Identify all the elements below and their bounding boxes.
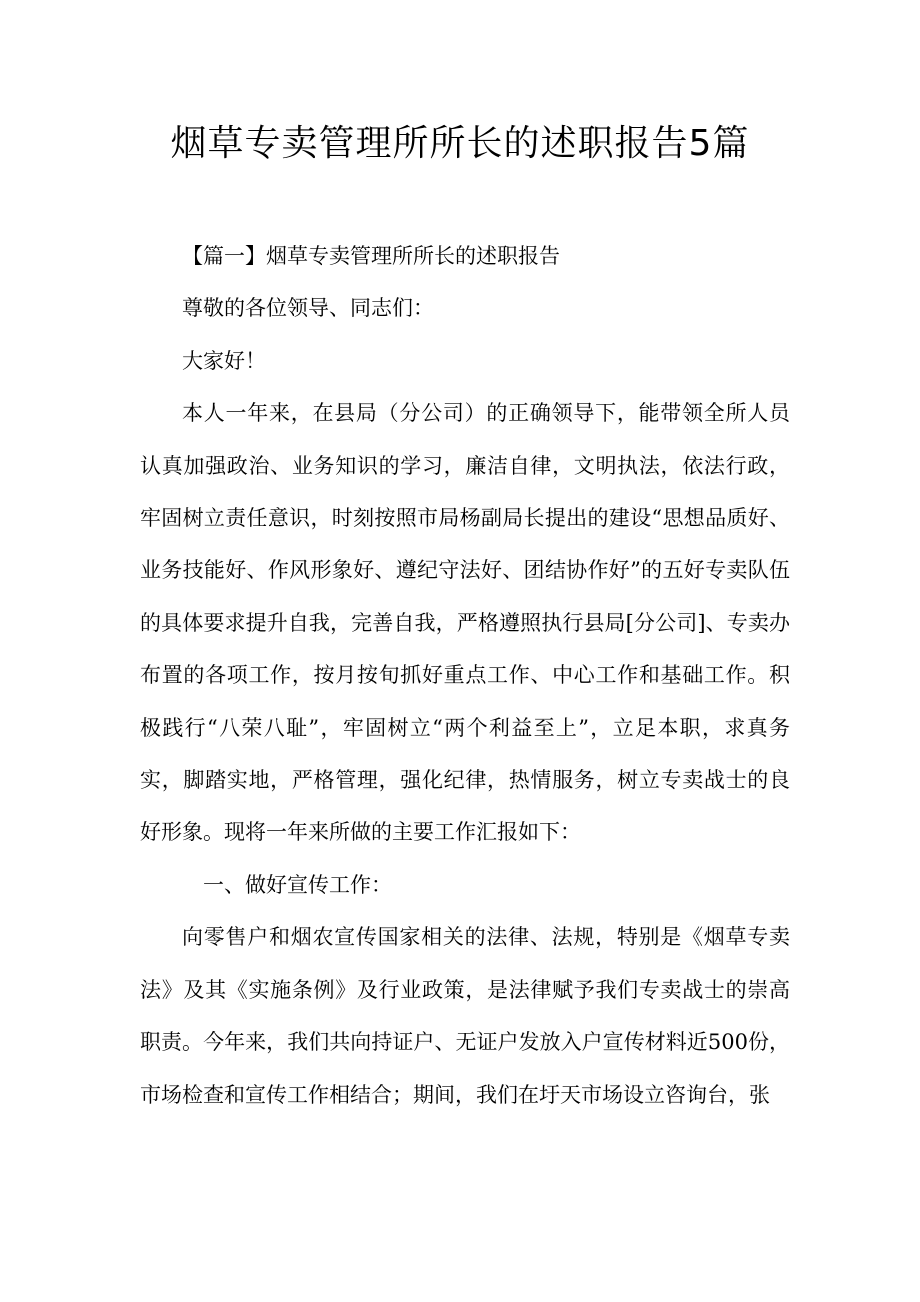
greeting: 大家好！: [182, 348, 266, 373]
document-body: [140, 230, 790, 1121]
section-heading: 【篇一】烟草专卖管理所所长的述职报告: [182, 244, 560, 268]
paragraph-2: 向零售户和烟农宣传国家相关的法律、法规，特别是《烟草专卖法》及其《实施条例》及行业政策，是法律赋予我们专卖战士的崇高职责。今年来，我们共向持证户、无证户发放入户宣传材料近500份，市场检查和宣传工作相结合；期间，我们在圩天市场设立咨询台，张: [140, 925, 790, 1107]
subheading-1: 一、做好宣传工作：: [203, 872, 392, 897]
document-title: 烟草专卖管理所所长的述职报告5篇: [170, 123, 750, 164]
paragraph-1: 本人一年来，在县局（分公司）的正确领导下，能带领全所人员认真加强政治、业务知识的学习，廉洁自律，文明执法，依法行政，牢固树立责任意识，时刻按照市局杨副局长提出的建设“思想品质好、业务技能好、作风形象好、遵纪守法好、团结协作好”的五好专卖队伍的具体要求提升自我，完善自我，严格遵照执行县局[分公司]、专卖办布置的各项工作，按月按旬抓好重点工作、中心工作和基础工作。积极践行“八荣八耻”，牢固树立“两个利益至上”，立足本职，求真务实，脚踏实地，严格管理，强化纪律，热情服务，树立专卖战士的良好形象。现将一年来所做的主要工作汇报如下：: [140, 401, 790, 845]
salutation: 尊敬的各位领导、同志们：: [182, 296, 434, 321]
